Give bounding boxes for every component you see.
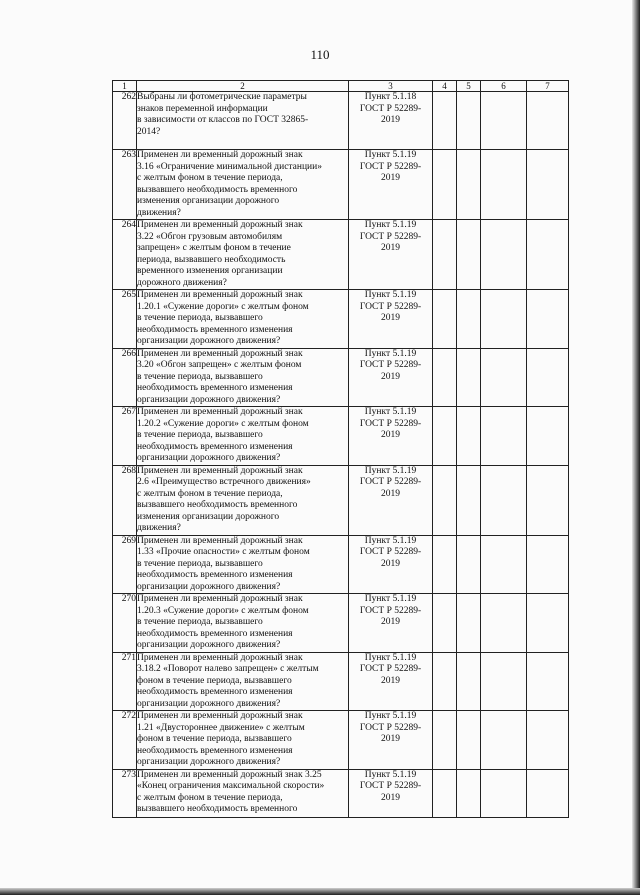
row-reference: Пункт 5.1.19 ГОСТ Р 52289- 2019 [349,535,433,594]
row-answer-col-6 [481,711,527,770]
row-number: 265 [113,290,137,349]
row-question: Применен ли временный дорожный знак 1.20.2 «Сужение дороги» с желтым фоном в течение периода, вызвавшего необходимость временного изменения организации дорожного движения? [137,407,349,466]
row-answer-col-5 [457,92,481,150]
row-answer-col-7 [527,220,569,290]
row-answer-col-7 [527,290,569,349]
header-col-7: 7 [527,81,569,92]
row-answer-col-4 [433,535,457,594]
row-answer-col-4 [433,348,457,407]
table-row [113,769,569,817]
row-answer-col-6 [481,220,527,290]
row-answer-col-5 [457,711,481,770]
row-question: Применен ли временный дорожный знак 3.20 «Обгон запрещен» с желтым фоном в течение периода, вызвавшего необходимость временного изменения организации дорожного движения? [137,348,349,407]
table-row [113,711,569,770]
table-row [113,594,569,653]
row-answer-col-5 [457,150,481,220]
row-question: Применен ли временный дорожный знак 1.21 «Двустороннее движение» с желтым фоном в течение периода, вызвавшего необходимость временного изменения организации дорожного движения? [137,711,349,770]
row-answer-col-6 [481,348,527,407]
row-answer-col-4 [433,652,457,711]
row-reference: Пункт 5.1.19 ГОСТ Р 52289- 2019 [349,711,433,770]
row-answer-col-6 [481,465,527,535]
header-col-6: 6 [481,81,527,92]
table-row [113,290,569,349]
table-row [113,535,569,594]
row-question: Выбраны ли фотометрические параметры знаков переменной информации в зависимости от классов по ГОСТ 32865- 2014? [137,92,349,150]
header-col-5: 5 [457,81,481,92]
row-answer-col-5 [457,594,481,653]
row-answer-col-6 [481,652,527,711]
table-row [113,407,569,466]
row-reference: Пункт 5.1.19 ГОСТ Р 52289- 2019 [349,465,433,535]
row-answer-col-5 [457,407,481,466]
row-answer-col-7 [527,652,569,711]
row-number: 269 [113,535,137,594]
row-answer-col-7 [527,594,569,653]
row-answer-col-5 [457,348,481,407]
row-answer-col-7 [527,92,569,150]
row-question: Применен ли временный дорожный знак 1.20.3 «Сужение дороги» с желтым фоном в течение периода, вызвавшего необходимость временного изменения организации дорожного движения? [137,594,349,653]
row-number: 262 [113,92,137,150]
row-answer-col-6 [481,290,527,349]
row-answer-col-5 [457,290,481,349]
header-col-2: 2 [137,81,349,92]
row-number: 271 [113,652,137,711]
row-answer-col-4 [433,92,457,150]
row-answer-col-5 [457,535,481,594]
row-answer-col-6 [481,594,527,653]
row-number: 273 [113,769,137,817]
row-number: 270 [113,594,137,653]
row-question: Применен ли временный дорожный знак 3.16 «Ограничение минимальной дистанции» с желтым фоном в течение периода, вызвавшего необходимость временного изменения организации дорожного движения? [137,150,349,220]
row-reference: Пункт 5.1.19 ГОСТ Р 52289- 2019 [349,150,433,220]
header-col-3: 3 [349,81,433,92]
row-answer-col-6 [481,92,527,150]
row-answer-col-4 [433,220,457,290]
checklist-table [112,80,569,818]
row-answer-col-7 [527,769,569,817]
table-row [113,150,569,220]
row-answer-col-4 [433,150,457,220]
row-answer-col-5 [457,465,481,535]
table-row [113,92,569,150]
row-answer-col-4 [433,465,457,535]
scan-shadow-bottom [0,888,640,895]
row-answer-col-7 [527,150,569,220]
header-col-4: 4 [433,81,457,92]
header-col-1: 1 [113,81,137,92]
row-answer-col-7 [527,535,569,594]
table-row [113,652,569,711]
row-reference: Пункт 5.1.18 ГОСТ Р 52289- 2019 [349,92,433,150]
row-answer-col-5 [457,769,481,817]
row-number: 266 [113,348,137,407]
row-question: Применен ли временный дорожный знак 3.18.2 «Поворот налево запрещен» с желтым фоном в течение периода, вызвавшего необходимость временного изменения организации дорожного движения? [137,652,349,711]
row-answer-col-7 [527,711,569,770]
row-reference: Пункт 5.1.19 ГОСТ Р 52289- 2019 [349,290,433,349]
row-answer-col-4 [433,594,457,653]
row-answer-col-7 [527,407,569,466]
row-reference: Пункт 5.1.19 ГОСТ Р 52289- 2019 [349,652,433,711]
row-answer-col-6 [481,535,527,594]
row-reference: Пункт 5.1.19 ГОСТ Р 52289- 2019 [349,348,433,407]
row-answer-col-7 [527,348,569,407]
row-number: 267 [113,407,137,466]
table-row [113,348,569,407]
row-answer-col-6 [481,769,527,817]
row-answer-col-4 [433,711,457,770]
row-answer-col-4 [433,407,457,466]
row-answer-col-5 [457,220,481,290]
row-question: Применен ли временный дорожный знак 2.6 «Преимущество встречного движения» с желтым фоном в течение периода, вызвавшего необходимость временного изменения организации дорожного движения? [137,465,349,535]
row-number: 268 [113,465,137,535]
row-reference: Пункт 5.1.19 ГОСТ Р 52289- 2019 [349,220,433,290]
row-question: Применен ли временный дорожный знак 1.33 «Прочие опасности» с желтым фоном в течение периода, вызвавшего необходимость временного изменения организации дорожного движения? [137,535,349,594]
row-answer-col-6 [481,407,527,466]
row-reference: Пункт 5.1.19 ГОСТ Р 52289- 2019 [349,769,433,817]
table-row [113,220,569,290]
row-answer-col-4 [433,769,457,817]
header-row [113,81,569,92]
row-number: 264 [113,220,137,290]
row-number: 263 [113,150,137,220]
row-answer-col-7 [527,465,569,535]
row-question: Применен ли временный дорожный знак 3.25 «Конец ограничения максимальной скорости» с желтым фоном в течение периода, вызвавшего необходимость временного [137,769,349,817]
row-question: Применен ли временный дорожный знак 3.22 «Обгон грузовым автомобилям запрещен» с желтым фоном в течение периода, вызвавшего необходимость временного изменения организации дорожного движения? [137,220,349,290]
row-answer-col-6 [481,150,527,220]
table-row [113,465,569,535]
scan-shadow-right [632,0,640,895]
row-answer-col-5 [457,652,481,711]
row-reference: Пункт 5.1.19 ГОСТ Р 52289- 2019 [349,594,433,653]
row-reference: Пункт 5.1.19 ГОСТ Р 52289- 2019 [349,407,433,466]
row-answer-col-4 [433,290,457,349]
page-number: 110 [310,47,330,62]
row-number: 272 [113,711,137,770]
row-question: Применен ли временный дорожный знак 1.20.1 «Сужение дороги» с желтым фоном в течение периода, вызвавшего необходимость временного изменения организации дорожного движения? [137,290,349,349]
